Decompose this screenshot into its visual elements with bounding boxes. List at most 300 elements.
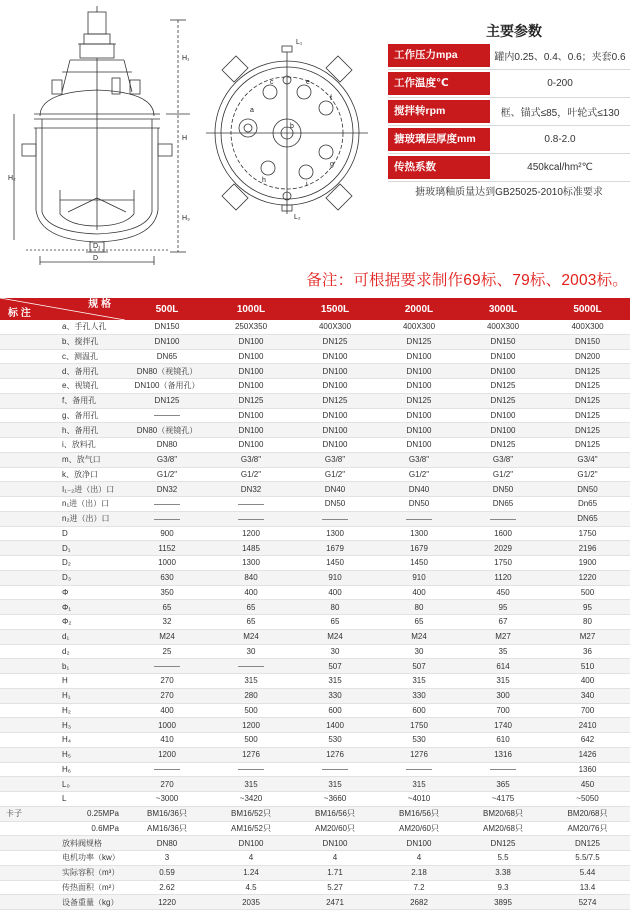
main-parameters-panel	[388, 20, 630, 204]
empty-cell-dash	[238, 769, 264, 770]
table-cell: 1450	[293, 556, 377, 571]
table-cell: DN100	[377, 364, 461, 379]
column-header: 1000L	[209, 298, 293, 320]
table-cell: 1750	[377, 718, 461, 733]
table-cell: 25	[125, 644, 209, 659]
table-cell: 330	[377, 688, 461, 703]
table-cell: 7.2	[377, 880, 461, 895]
row-label-text: g、备用孔	[62, 410, 99, 420]
table-cell: DN125	[125, 393, 209, 408]
table-cell: 315	[461, 674, 545, 689]
row-label	[0, 895, 125, 910]
row-label	[0, 393, 125, 408]
param-label: 搅拌转rpm	[388, 100, 490, 123]
table-cell: DN100	[293, 379, 377, 394]
table-cell: DN125	[293, 334, 377, 349]
table-cell: DN100	[461, 364, 545, 379]
table-cell: AM16/52只	[209, 821, 293, 836]
row-label-text: c、测温孔	[62, 351, 98, 361]
row-label-text: 0.6MPa	[91, 823, 119, 833]
row-label	[0, 497, 125, 512]
table-cell: DN100	[125, 334, 209, 349]
table-cell: DN100	[209, 836, 293, 851]
table-cell: DN125	[209, 393, 293, 408]
table-cell: 530	[377, 733, 461, 748]
row-label-text: 实际容积（m³）	[62, 868, 120, 878]
table-cell: 1300	[377, 526, 461, 541]
table-cell	[293, 511, 377, 526]
row-label	[0, 851, 125, 866]
table-cell: 35	[461, 644, 545, 659]
table-cell: DN80（视镜孔）	[125, 423, 209, 438]
table-cell: 65	[377, 615, 461, 630]
table-row	[0, 334, 630, 349]
table-cell: DN65	[125, 349, 209, 364]
table-cell: 1200	[209, 526, 293, 541]
table-cell: 400	[209, 585, 293, 600]
label-a: a	[250, 107, 254, 114]
table-cell: 4.5	[209, 880, 293, 895]
table-cell: G3/8"	[209, 452, 293, 467]
table-cell: 270	[125, 688, 209, 703]
table-cell: DN150	[545, 334, 630, 349]
table-cell: DN32	[125, 482, 209, 497]
table-cell: 13.4	[545, 880, 630, 895]
table-cell: 1600	[461, 526, 545, 541]
table-cell	[125, 659, 209, 674]
table-cell: 1485	[209, 541, 293, 556]
table-cell: 1750	[461, 556, 545, 571]
table-cell: DN100	[461, 408, 545, 423]
table-cell: 3895	[461, 895, 545, 910]
row-label-text: L₀	[62, 779, 70, 789]
table-cell: 530	[293, 733, 377, 748]
table-cell: DN200	[545, 349, 630, 364]
table-cell: DN50	[293, 497, 377, 512]
table-cell: 5.27	[293, 880, 377, 895]
empty-cell-dash	[154, 519, 180, 520]
table-cell: DN100（备用孔）	[125, 379, 209, 394]
table-cell: 642	[545, 733, 630, 748]
table-cell: DN100	[209, 423, 293, 438]
table-row	[0, 880, 630, 895]
empty-cell-dash	[154, 666, 180, 667]
table-cell: 600	[293, 703, 377, 718]
table-cell: DN125	[377, 393, 461, 408]
table-row	[0, 688, 630, 703]
row-label	[0, 556, 125, 571]
table-cell: 30	[293, 644, 377, 659]
table-cell: 32	[125, 615, 209, 630]
row-label	[0, 585, 125, 600]
table-cell: 250X350	[209, 320, 293, 334]
table-cell: 1679	[293, 541, 377, 556]
table-cell: DN100	[293, 836, 377, 851]
table-cell: 1900	[545, 556, 630, 571]
table-cell: DN100	[461, 349, 545, 364]
row-label	[0, 718, 125, 733]
param-row	[388, 126, 630, 154]
row-label	[0, 511, 125, 526]
param-row	[388, 42, 630, 70]
table-cell: G3/4"	[545, 452, 630, 467]
table-cell: M24	[377, 629, 461, 644]
row-label	[0, 792, 125, 807]
table-row	[0, 320, 630, 334]
table-cell: DN125	[545, 379, 630, 394]
param-row	[388, 98, 630, 126]
table-cell: 1200	[125, 747, 209, 762]
table-cell: G1/2"	[293, 467, 377, 482]
table-cell: AM20/76只	[545, 821, 630, 836]
row-label	[0, 806, 125, 821]
table-cell: 1152	[125, 541, 209, 556]
table-cell: DN125	[545, 438, 630, 453]
table-cell: 4	[377, 851, 461, 866]
table-cell: DN100	[377, 408, 461, 423]
row-label-text: 设备重量（kg）	[62, 897, 119, 907]
row-label	[0, 452, 125, 467]
empty-cell-dash	[406, 519, 432, 520]
table-row	[0, 629, 630, 644]
table-row	[0, 423, 630, 438]
table-row	[0, 865, 630, 880]
row-group-label: 卡子	[6, 808, 22, 818]
params-title: 主要参数	[486, 23, 542, 39]
row-label-text: D	[62, 528, 68, 538]
param-row	[388, 70, 630, 98]
table-cell: 1300	[209, 556, 293, 571]
row-label	[0, 629, 125, 644]
table-cell: 330	[293, 688, 377, 703]
table-cell: 2029	[461, 541, 545, 556]
table-row	[0, 364, 630, 379]
table-cell: 315	[377, 674, 461, 689]
row-label-text: n₁进（出）口	[62, 499, 110, 509]
table-cell: DN100	[209, 334, 293, 349]
table-cell: 3.38	[461, 865, 545, 880]
table-cell: 36	[545, 644, 630, 659]
table-row	[0, 703, 630, 718]
table-cell: 315	[293, 674, 377, 689]
empty-cell-dash	[322, 769, 348, 770]
table-cell: 80	[377, 600, 461, 615]
table-cell: M24	[209, 629, 293, 644]
row-label	[0, 482, 125, 497]
row-label-text: H₂	[62, 705, 71, 715]
empty-cell-dash	[238, 666, 264, 667]
table-cell: DN100	[293, 349, 377, 364]
table-cell: 1.24	[209, 865, 293, 880]
table-cell: 630	[125, 570, 209, 585]
table-cell: 1679	[377, 541, 461, 556]
table-cell: DN50	[461, 482, 545, 497]
table-cell: BM16/56只	[377, 806, 461, 821]
table-row	[0, 777, 630, 792]
row-label-text: e、视镜孔	[62, 381, 99, 391]
empty-cell-dash	[238, 504, 264, 505]
table-cell: DN100	[209, 364, 293, 379]
table-row	[0, 718, 630, 733]
label-c: c	[270, 79, 274, 86]
row-label-text: D₁	[62, 543, 71, 553]
table-cell: G3/8"	[293, 452, 377, 467]
table-cell: 270	[125, 777, 209, 792]
empty-cell-dash	[154, 415, 180, 416]
label-l1: L₁	[296, 39, 303, 46]
header-label-label: 标 注	[8, 308, 31, 319]
enamel-standard-note: 搪玻璃釉质量达到GB25025-2010标准要求	[415, 187, 603, 198]
table-row	[0, 733, 630, 748]
param-label: 搪玻璃层厚度mm	[388, 128, 490, 151]
row-label-text: h、备用孔	[62, 425, 99, 435]
table-cell: DN150	[125, 320, 209, 334]
column-header: 2000L	[377, 298, 461, 320]
table-cell: ~3420	[209, 792, 293, 807]
table-cell: 2.62	[125, 880, 209, 895]
table-cell: BM16/36只	[125, 806, 209, 821]
table-cell: 840	[209, 570, 293, 585]
param-label: 工作压力mpa	[388, 44, 490, 67]
table-cell: 5.44	[545, 865, 630, 880]
table-row	[0, 393, 630, 408]
table-cell: 900	[125, 526, 209, 541]
row-label-text: i、放料孔	[62, 440, 96, 450]
table-cell: 5.5	[461, 851, 545, 866]
table-cell: 80	[293, 600, 377, 615]
table-cell: ~4175	[461, 792, 545, 807]
row-label	[0, 821, 125, 836]
row-label	[0, 570, 125, 585]
table-cell: G1/2"	[377, 467, 461, 482]
table-cell: ~4010	[377, 792, 461, 807]
table-cell: 500	[545, 585, 630, 600]
table-cell	[125, 762, 209, 777]
label-i: i	[306, 181, 308, 188]
table-row	[0, 585, 630, 600]
table-cell: 400X300	[293, 320, 377, 334]
table-cell: DN80	[125, 836, 209, 851]
table-cell	[461, 762, 545, 777]
row-label-text: H₃	[62, 720, 72, 730]
table-cell: 400	[377, 585, 461, 600]
table-cell: 600	[377, 703, 461, 718]
table-row	[0, 659, 630, 674]
table-cell: 315	[209, 777, 293, 792]
table-cell: ~5050	[545, 792, 630, 807]
column-header: 3000L	[461, 298, 545, 320]
header-corner-cell	[0, 298, 125, 320]
param-row	[388, 154, 630, 182]
table-cell	[125, 497, 209, 512]
row-label-text: I₁₋₂进（出）口	[62, 484, 115, 494]
table-cell: 400	[545, 674, 630, 689]
param-value: 0-200	[547, 78, 573, 89]
table-cell: G3/8"	[125, 452, 209, 467]
table-cell: 2.18	[377, 865, 461, 880]
table-cell: DN125	[461, 438, 545, 453]
row-label	[0, 703, 125, 718]
remark-note: 备注：可根据要求制作69标、79标、2003标。	[306, 272, 628, 289]
table-cell: M27	[461, 629, 545, 644]
row-label-text: b₁	[62, 661, 70, 671]
table-cell	[209, 762, 293, 777]
table-cell: 610	[461, 733, 545, 748]
table-cell: DN100	[461, 423, 545, 438]
table-cell: DN80	[125, 438, 209, 453]
table-cell: DN65	[461, 497, 545, 512]
row-label-text: L	[62, 794, 67, 804]
label-b: b	[290, 123, 294, 130]
table-cell: 1316	[461, 747, 545, 762]
table-cell: 500	[209, 703, 293, 718]
param-value: 框、锚式≤85，叶轮式≤130	[500, 108, 620, 119]
table-cell: 400X300	[461, 320, 545, 334]
table-cell: 2410	[545, 718, 630, 733]
table-cell: AM16/36只	[125, 821, 209, 836]
table-row	[0, 408, 630, 423]
table-cell: DN50	[377, 497, 461, 512]
table-cell: DN80（视镜孔）	[125, 364, 209, 379]
table-cell: DN100	[209, 379, 293, 394]
table-cell: M27	[545, 629, 630, 644]
row-label	[0, 865, 125, 880]
table-cell: 1276	[293, 747, 377, 762]
table-cell: 67	[461, 615, 545, 630]
row-label-text: H₅	[62, 750, 71, 760]
table-cell: DN100	[377, 836, 461, 851]
table-cell: DN100	[209, 408, 293, 423]
table-row	[0, 747, 630, 762]
table-row	[0, 452, 630, 467]
row-label-text: Φ₁	[62, 602, 72, 612]
row-label	[0, 364, 125, 379]
row-label-text: d₂	[62, 646, 70, 656]
row-label	[0, 423, 125, 438]
table-cell: 65	[209, 600, 293, 615]
param-label: 工作温度℃	[388, 72, 490, 95]
table-cell: 95	[545, 600, 630, 615]
table-cell: 1300	[293, 526, 377, 541]
row-label	[0, 674, 125, 689]
table-cell: DN125	[545, 393, 630, 408]
table-cell: 0.59	[125, 865, 209, 880]
column-header: 500L	[125, 298, 209, 320]
row-label	[0, 688, 125, 703]
label-d1: D₁	[93, 243, 101, 250]
table-cell: 2035	[209, 895, 293, 910]
table-cell: G3/8"	[461, 452, 545, 467]
table-cell: 5.5/7.5	[545, 851, 630, 866]
row-label-text: m、放气口	[62, 455, 101, 465]
table-cell: DN100	[209, 349, 293, 364]
table-row	[0, 762, 630, 777]
table-cell: DN65	[545, 511, 630, 526]
row-label-text: H₄	[62, 735, 72, 745]
table-cell: 65	[209, 615, 293, 630]
specification-table	[0, 298, 630, 910]
table-cell: 910	[293, 570, 377, 585]
table-cell: 400X300	[545, 320, 630, 334]
row-label-text: H	[62, 676, 68, 686]
table-cell: DN125	[293, 393, 377, 408]
row-label-text: f、备用孔	[62, 396, 97, 406]
row-label-text: d、备用孔	[62, 366, 99, 376]
table-row	[0, 511, 630, 526]
table-cell: 400X300	[377, 320, 461, 334]
table-row	[0, 851, 630, 866]
table-cell: 280	[209, 688, 293, 703]
top-section	[0, 0, 630, 265]
table-cell: 315	[209, 674, 293, 689]
table-row	[0, 570, 630, 585]
row-label	[0, 880, 125, 895]
label-e: e	[306, 79, 310, 86]
column-header: 5000L	[545, 298, 630, 320]
table-cell: DN100	[377, 379, 461, 394]
row-label-text: D₂	[62, 558, 71, 568]
table-cell	[209, 511, 293, 526]
table-row	[0, 526, 630, 541]
table-cell: DN125	[461, 393, 545, 408]
table-cell: DN125	[461, 379, 545, 394]
table-cell: 65	[125, 600, 209, 615]
table-cell: 1450	[377, 556, 461, 571]
table-cell: 3	[125, 851, 209, 866]
table-cell: 500	[209, 733, 293, 748]
row-label-text: 电机功率（kw）	[62, 853, 120, 863]
row-label	[0, 438, 125, 453]
table-row	[0, 644, 630, 659]
row-label	[0, 836, 125, 851]
label-h1: H₁	[182, 55, 190, 62]
table-cell: DN125	[545, 364, 630, 379]
param-value: 罐内0.25、0.4、0.6；夹套0.6	[494, 52, 626, 63]
column-header: 1500L	[293, 298, 377, 320]
table-cell: 80	[545, 615, 630, 630]
table-cell: 30	[209, 644, 293, 659]
table-cell: DN100	[377, 349, 461, 364]
table-cell: 510	[545, 659, 630, 674]
table-cell: 1750	[545, 526, 630, 541]
table-cell: DN100	[293, 364, 377, 379]
table-cell: G1/2"	[461, 467, 545, 482]
table-cell: M24	[293, 629, 377, 644]
table-cell: DN32	[209, 482, 293, 497]
param-value: 0.8-2.0	[544, 134, 576, 145]
label-g: g	[330, 161, 334, 168]
table-cell: DN125	[377, 334, 461, 349]
table-cell: AM20/60只	[293, 821, 377, 836]
table-cell: 1740	[461, 718, 545, 733]
table-cell: DN150	[461, 334, 545, 349]
empty-cell-dash	[238, 519, 264, 520]
table-cell: 450	[545, 777, 630, 792]
row-label-text: n₂进（出）口	[62, 514, 110, 524]
row-label	[0, 615, 125, 630]
table-cell	[293, 762, 377, 777]
table-row	[0, 792, 630, 807]
table-cell: 2682	[377, 895, 461, 910]
table-cell: DN125	[545, 408, 630, 423]
param-value: 450kcal/hm²℃	[527, 162, 593, 173]
empty-cell-dash	[490, 519, 516, 520]
table-row	[0, 674, 630, 689]
table-cell: DN100	[293, 423, 377, 438]
empty-cell-dash	[490, 769, 516, 770]
row-label	[0, 379, 125, 394]
table-cell	[125, 408, 209, 423]
